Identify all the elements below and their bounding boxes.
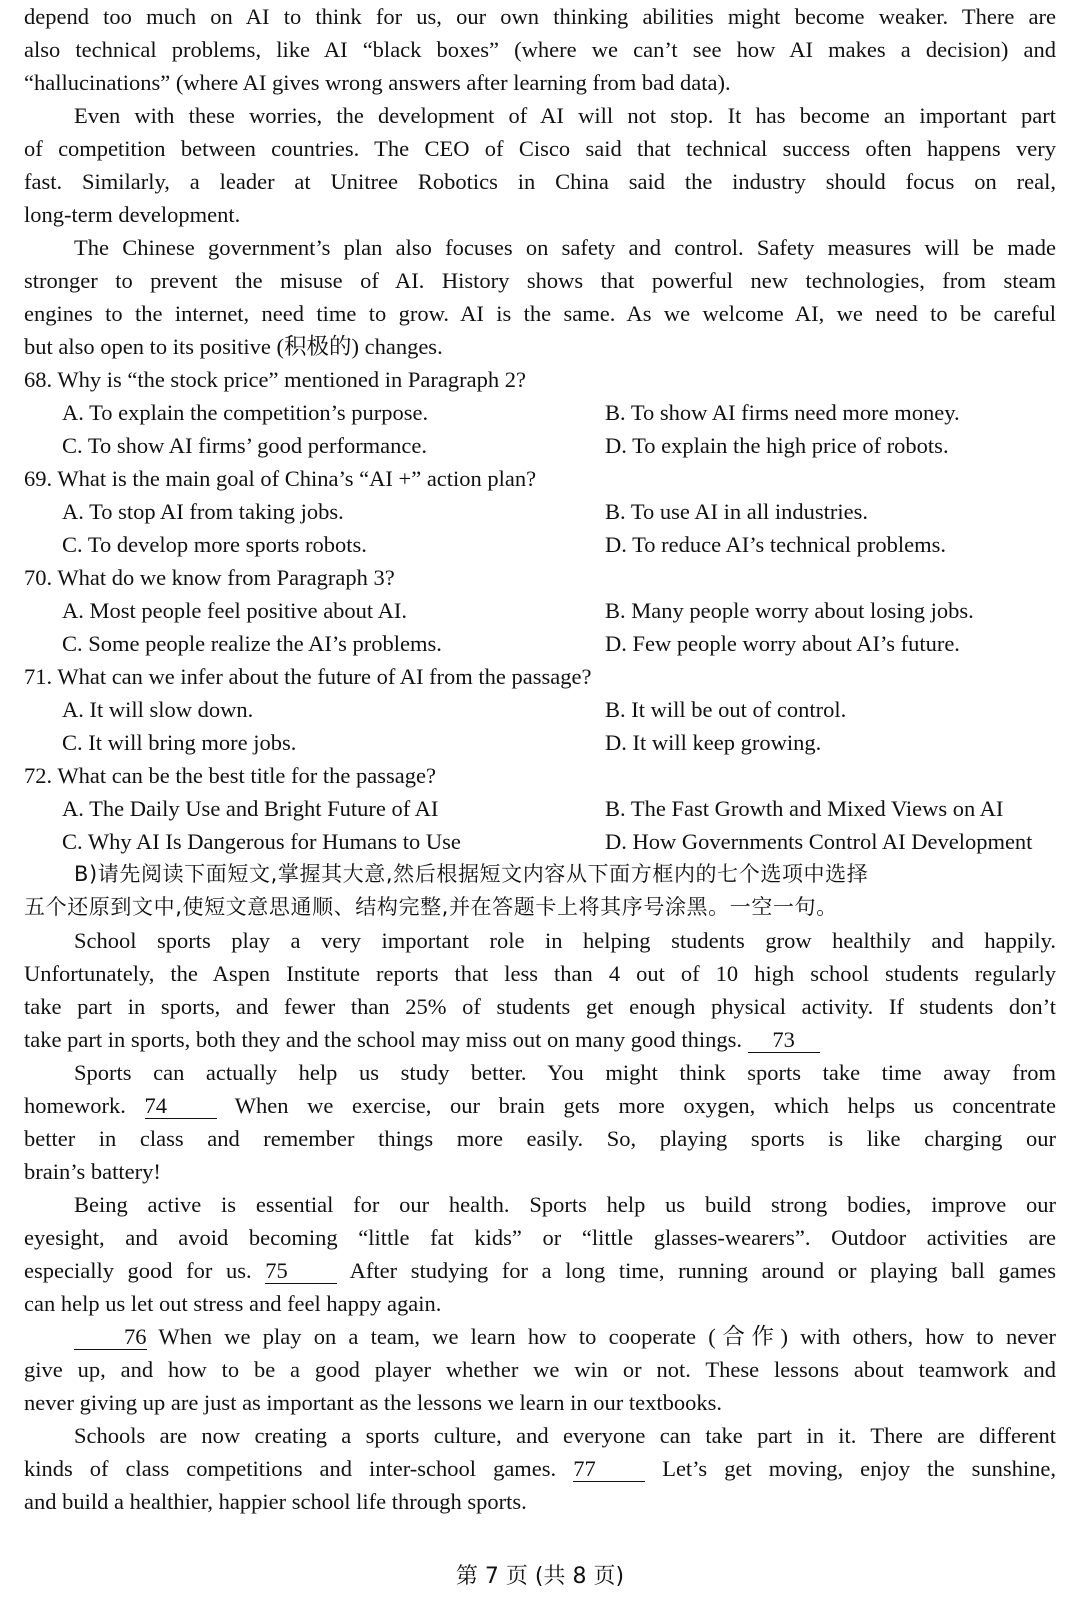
options-grid [24, 792, 1056, 858]
option-d: D. It will keep growing. [605, 730, 822, 755]
sports-paragraph-4 [24, 1320, 1056, 1419]
sports-paragraph-1 [24, 924, 1056, 1056]
option-d: D. To reduce AI’s technical problems. [605, 532, 947, 557]
instruction-line: 五个还原到文中,使短文意思通顺、结构完整,并在答题卡上将其序号涂黑。一空一句。 [24, 895, 838, 919]
text-span: homework. [24, 1093, 126, 1118]
option-b: B. The Fast Growth and Mixed Views on AI [605, 796, 1004, 821]
question-71 [24, 660, 1056, 759]
option-a: A. To explain the competition’s purpose. [62, 400, 429, 425]
text-line [24, 1089, 1056, 1122]
option-a: A. It will slow down. [62, 697, 254, 722]
text-span: kinds of class competitions and inter-school games. [24, 1456, 557, 1481]
option-b: B. Many people worry about losing jobs. [605, 598, 974, 623]
question-72 [24, 759, 1056, 858]
text-line: eyesight, and avoid becoming “little fat kids” or “little glasses-wearers”. Outdoor activities are [24, 1225, 1056, 1250]
passage-paragraph-1 [24, 0, 1056, 99]
sports-paragraph-3 [24, 1188, 1056, 1320]
text-line: and build a healthier, happier school life through sports. [24, 1489, 527, 1514]
text-line: Even with these worries, the development of AI will not stop. It has become an important part [74, 103, 1056, 128]
text-line [24, 1023, 1056, 1056]
text-line: long-term development. [24, 202, 241, 227]
blank-74[interactable]: 74 [145, 1094, 217, 1119]
text-line: Sports can actually help us study better. You might think sports take time away from [74, 1060, 1056, 1085]
option-c: C. To develop more sports robots. [62, 532, 367, 557]
text-span: Let’s get moving, enjoy the sunshine, [662, 1456, 1056, 1481]
option-b: B. To show AI firms need more money. [605, 400, 960, 425]
question-stem: 69. What is the main goal of China’s “AI +” action plan? [24, 466, 537, 491]
section-b-instructions [24, 858, 1056, 924]
option-a: A. Most people feel positive about AI. [62, 598, 407, 623]
question-stem: 72. What can be the best title for the passage? [24, 763, 436, 788]
text-line: depend too much on AI to think for us, our own thinking abilities might become weaker. There are [24, 4, 1056, 29]
sports-paragraph-5 [24, 1419, 1056, 1518]
option-a: A. To stop AI from taking jobs. [62, 499, 344, 524]
text-span: When we exercise, our brain gets more oxygen, which helps us concentrate [234, 1093, 1056, 1118]
text-span: take part in sports, both they and the school may miss out on many good things. [24, 1027, 743, 1052]
option-b: B. To use AI in all industries. [605, 499, 869, 524]
text-line: fast. Similarly, a leader at Unitree Robotics in China said the industry should focus on real, [24, 169, 1056, 194]
options-grid [24, 495, 1056, 561]
text-line: Unfortunately, the Aspen Institute reports that less than 4 out of 10 high school students regularly [24, 961, 1056, 986]
text-line: better in class and remember things more easily. So, playing sports is like charging our [24, 1126, 1056, 1151]
option-c: C. Some people realize the AI’s problems. [62, 631, 442, 656]
text-line: give up, and how to be a good player whether we win or not. These lessons about teamwork and [24, 1357, 1056, 1382]
question-69 [24, 462, 1056, 561]
passage-paragraph-3 [24, 231, 1056, 363]
text-line: “hallucinations” (where AI gives wrong answers after learning from bad data). [24, 70, 731, 95]
option-b: B. It will be out of control. [605, 697, 847, 722]
text-line: engines to the internet, need time to grow. AI is the same. As we welcome AI, we need to be careful [24, 301, 1056, 326]
text-line: The Chinese government’s plan also focuses on safety and control. Safety measures will be made [74, 235, 1056, 260]
text-span: especially good for us. [24, 1258, 252, 1283]
option-c: C. To show AI firms’ good performance. [62, 433, 428, 458]
option-d: D. How Governments Control AI Development [605, 829, 1033, 854]
text-line [24, 1254, 1056, 1287]
text-line: but also open to its positive (积极的) changes. [24, 334, 443, 359]
option-d: D. To explain the high price of robots. [605, 433, 949, 458]
sports-paragraph-2 [24, 1056, 1056, 1188]
text-span: When we play on a team, we learn how to cooperate (合作) with others, how to never [158, 1324, 1056, 1349]
question-stem: 68. Why is “the stock price” mentioned in Paragraph 2? [24, 367, 526, 392]
option-d: D. Few people worry about AI’s future. [605, 631, 960, 656]
text-line: can help us let out stress and feel happy again. [24, 1291, 442, 1316]
options-grid [24, 693, 1056, 759]
text-span: After studying for a long time, running around or playing ball games [349, 1258, 1057, 1283]
text-line: School sports play a very important role in helping students grow healthily and happily. [74, 928, 1056, 953]
text-line: never giving up are just as important as the lessons we learn in our textbooks. [24, 1390, 722, 1415]
text-line [24, 1452, 1056, 1485]
page-number-footer: 第 7 页 (共 8 页) [455, 1564, 625, 1589]
instruction-line: B)请先阅读下面短文,掌握其大意,然后根据短文内容从下面方框内的七个选项中选择 [74, 862, 869, 886]
passage-paragraph-2 [24, 99, 1056, 231]
option-c: C. It will bring more jobs. [62, 730, 297, 755]
text-line: also technical problems, like AI “black boxes” (where we can’t see how AI makes a decision) and [24, 37, 1056, 62]
question-70 [24, 561, 1056, 660]
blank-77[interactable]: 77 [573, 1457, 645, 1482]
options-grid [24, 396, 1056, 462]
blank-73[interactable]: 73 [748, 1028, 820, 1053]
blank-75[interactable]: 75 [265, 1259, 337, 1284]
text-line: take part in sports, and fewer than 25% of students get enough physical activity. If students don’t [24, 994, 1056, 1019]
text-line [24, 1320, 1056, 1353]
blank-76[interactable]: 76 [74, 1325, 147, 1350]
text-line: of competition between countries. The CEO of Cisco said that technical success often happens very [24, 136, 1056, 161]
text-line: stronger to prevent the misuse of AI. History shows that powerful new technologies, from steam [24, 268, 1056, 293]
option-c: C. Why AI Is Dangerous for Humans to Use [62, 829, 461, 854]
text-line: Schools are now creating a sports culture, and everyone can take part in it. There are different [74, 1423, 1056, 1448]
question-68 [24, 363, 1056, 462]
question-stem: 70. What do we know from Paragraph 3? [24, 565, 395, 590]
options-grid [24, 594, 1056, 660]
question-stem: 71. What can we infer about the future of AI from the passage? [24, 664, 592, 689]
text-line: Being active is essential for our health. Sports help us build strong bodies, improve our [74, 1192, 1056, 1217]
option-a: A. The Daily Use and Bright Future of AI [62, 796, 439, 821]
text-line: brain’s battery! [24, 1159, 161, 1184]
